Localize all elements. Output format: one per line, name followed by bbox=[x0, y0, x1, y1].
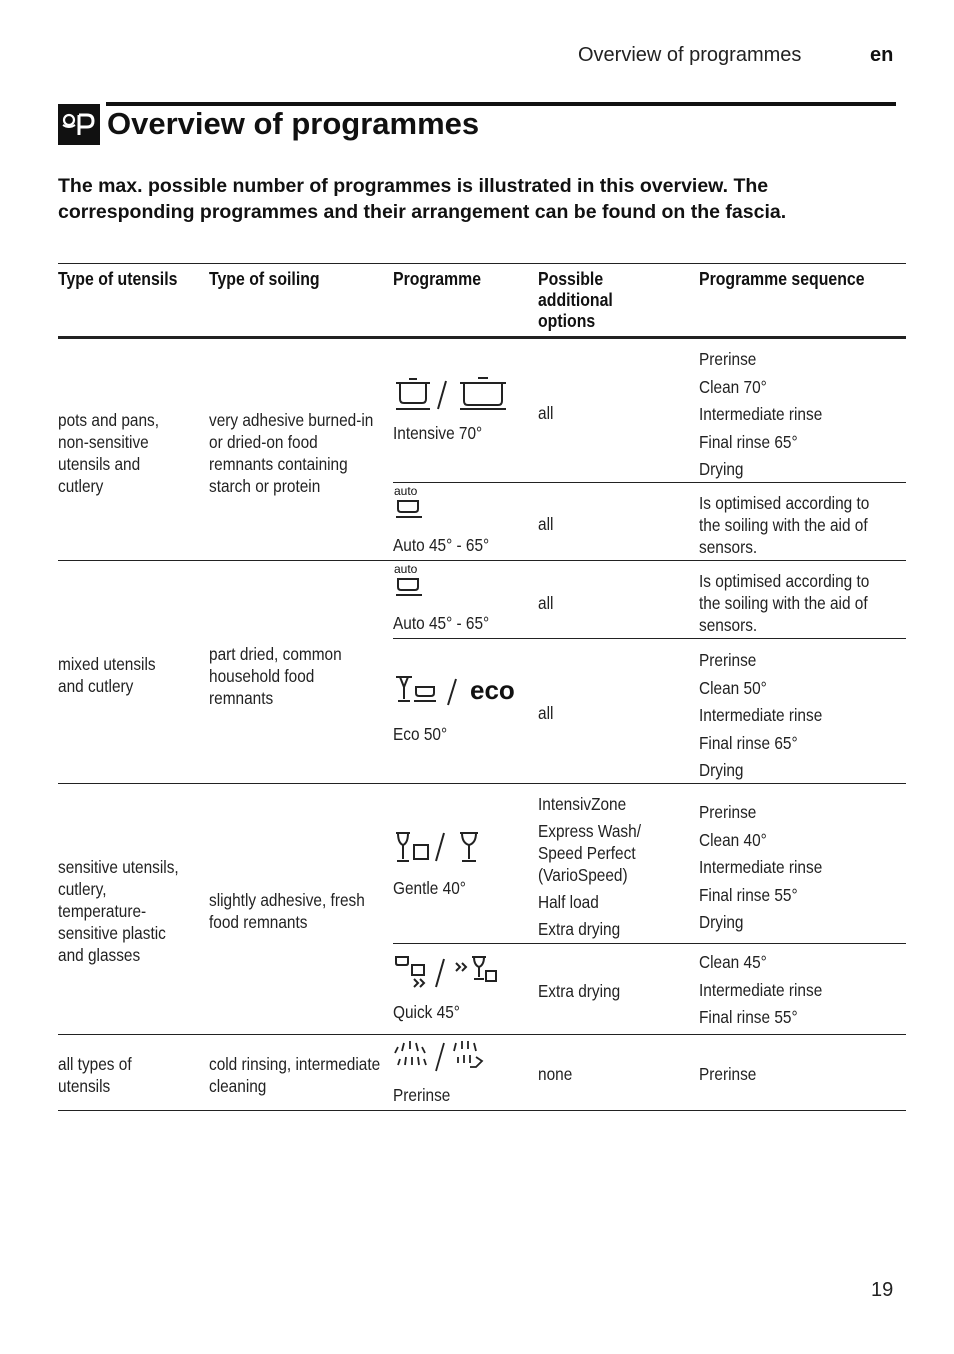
col-header-utensils: Type of utensils bbox=[58, 269, 178, 289]
intro-paragraph: The max. possible number of programmes is illustrated in this overview. The corresponding programmes and their arrangement can be found on the fascia. bbox=[58, 175, 787, 223]
programme-name: Eco 50° bbox=[393, 724, 448, 744]
options-cell: IntensivZone Express Wash/ Speed Perfect (VarioSpeed) Half load Extra drying bbox=[538, 794, 641, 939]
options-cell: all bbox=[538, 593, 554, 613]
programme-name: Prerinse bbox=[393, 1085, 451, 1105]
programme-name: Quick 45° bbox=[393, 1002, 460, 1022]
options-cell: all bbox=[538, 514, 554, 534]
col-header-programme: Programme bbox=[393, 269, 482, 289]
gentle-glass-icon bbox=[394, 829, 484, 869]
table-top-rule bbox=[58, 263, 906, 264]
col-header-sequence: Programme sequence bbox=[699, 269, 865, 289]
programme-name: Auto 45° - 65° bbox=[393, 535, 490, 555]
programme-overview-icon bbox=[58, 104, 100, 145]
row-divider bbox=[393, 482, 906, 483]
options-cell: all bbox=[538, 703, 554, 723]
programme-name: Intensive 70° bbox=[393, 423, 483, 443]
utensils-cell: sensitive utensils, cutlery, temperature-sensitive plastic and glasses bbox=[58, 857, 179, 965]
options-cell: none bbox=[538, 1064, 573, 1084]
sequence-cell: Prerinse Clean 40° Intermediate rinse Final rinse 55° Drying bbox=[699, 802, 823, 932]
soiling-cell: very adhesive burned-in or dried-on food remnants containing starch or protein bbox=[209, 410, 374, 496]
auto-icon: auto bbox=[394, 485, 434, 525]
prerinse-icon bbox=[394, 1037, 494, 1073]
sequence-cell: Is optimised according to the soiling with the aid of sensors. bbox=[699, 571, 870, 635]
programme-name: Auto 45° - 65° bbox=[393, 613, 490, 633]
page-title: Overview of programmes bbox=[107, 106, 480, 141]
group-divider bbox=[58, 1034, 906, 1035]
running-header-title: Overview of programmes bbox=[578, 44, 802, 66]
auto-icon: auto bbox=[394, 563, 434, 603]
intensive-pot-icon bbox=[394, 373, 514, 415]
col-header-soiling: Type of soiling bbox=[209, 269, 320, 289]
utensils-cell: mixed utensils and cutlery bbox=[58, 654, 156, 696]
soiling-cell: cold rinsing, intermediate cleaning bbox=[209, 1054, 381, 1096]
row-divider bbox=[393, 943, 906, 944]
options-cell: all bbox=[538, 403, 554, 423]
running-header-lang: en bbox=[870, 44, 894, 66]
sequence-cell: Clean 45° Intermediate rinse Final rinse 55° bbox=[699, 952, 823, 1027]
header-rule bbox=[58, 336, 906, 339]
utensils-cell: all types of utensils bbox=[58, 1054, 132, 1096]
sequence-cell: Prerinse Clean 50° Intermediate rinse Final rinse 65° Drying bbox=[699, 650, 823, 780]
soiling-cell: part dried, common household food remnants bbox=[209, 644, 342, 708]
table-bottom-rule bbox=[58, 1110, 906, 1111]
soiling-cell: slightly adhesive, fresh food remnants bbox=[209, 890, 365, 932]
page-number: 19 bbox=[871, 1279, 894, 1301]
utensils-cell: pots and pans, non-sensitive utensils and cutlery bbox=[58, 410, 160, 496]
eco-icon: eco bbox=[394, 673, 518, 713]
col-header-options: Possible additional options bbox=[538, 269, 613, 331]
programme-name: Gentle 40° bbox=[393, 878, 466, 898]
sequence-cell: Prerinse Clean 70° Intermediate rinse Final rinse 65° Drying bbox=[699, 349, 823, 479]
quick-icon bbox=[394, 953, 500, 993]
row-divider bbox=[393, 638, 906, 639]
options-cell: Extra drying bbox=[538, 981, 621, 1001]
group-divider bbox=[58, 560, 906, 561]
sequence-cell: Prerinse bbox=[699, 1064, 757, 1084]
sequence-cell: Is optimised according to the soiling with the aid of sensors. bbox=[699, 493, 870, 557]
